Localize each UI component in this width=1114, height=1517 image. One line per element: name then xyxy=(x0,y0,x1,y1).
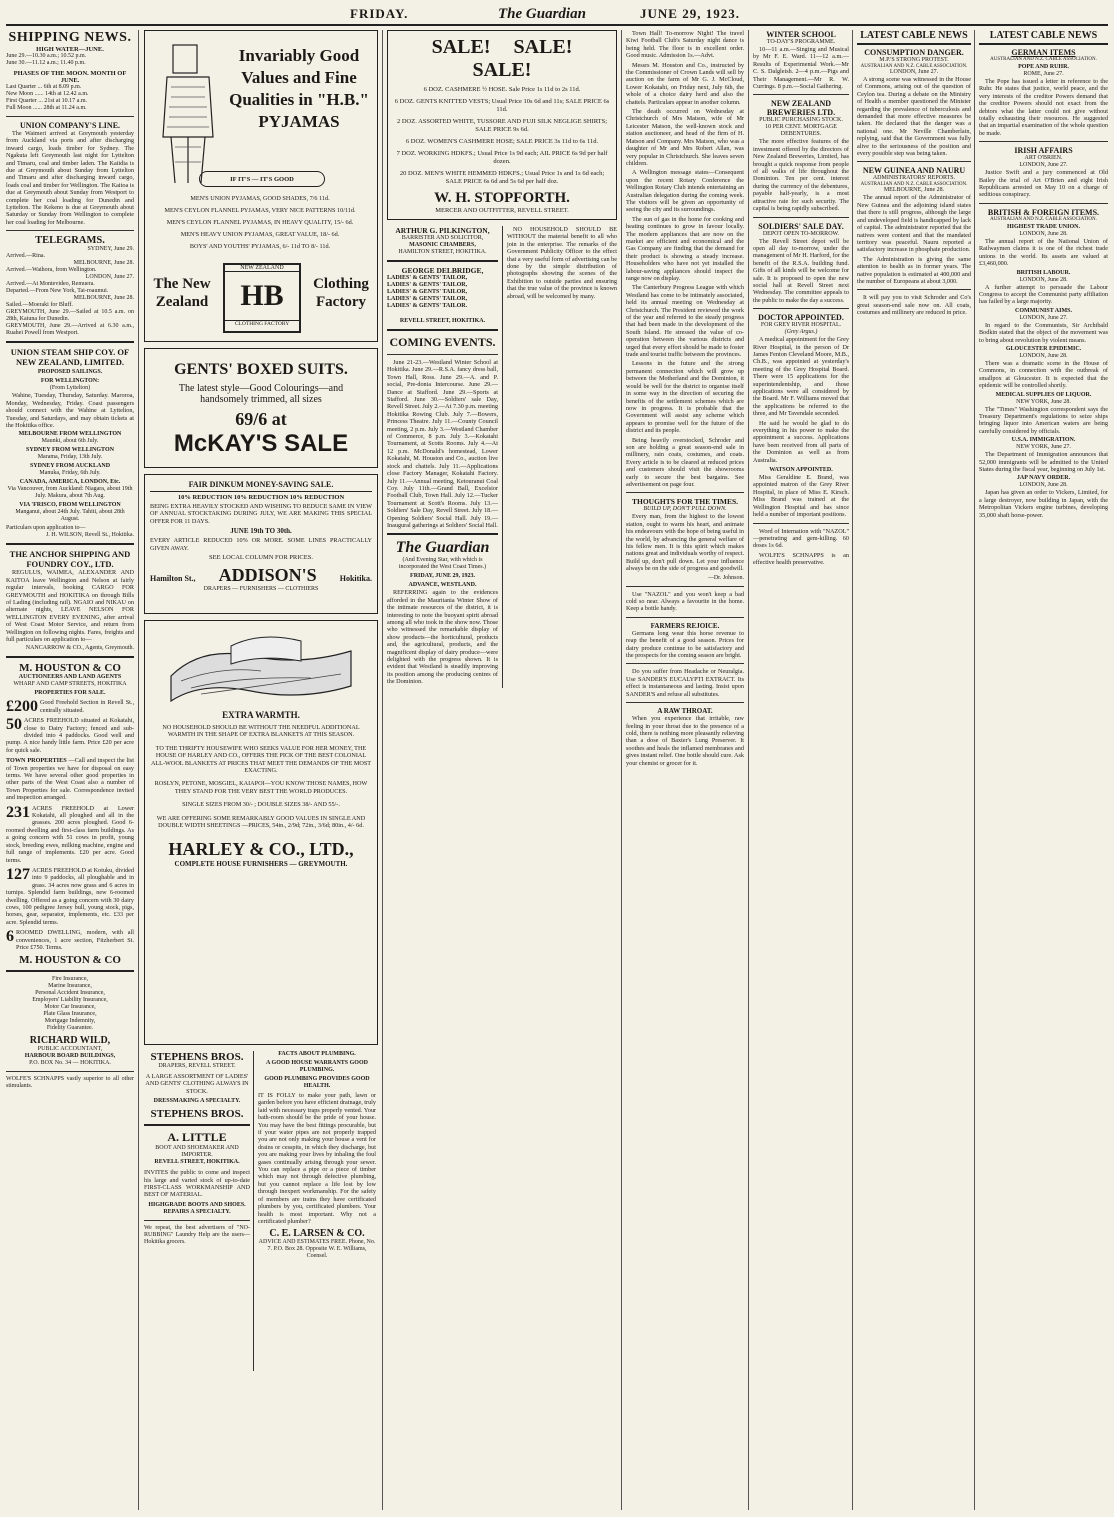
column-three xyxy=(387,30,617,1510)
masthead-day: FRIDAY. xyxy=(350,6,409,21)
new-guinea-text2: The Administration is giving the same attention to health as in former years. The native population is estimated at 400,000 and the number of Europeans at about 3,000. xyxy=(857,255,971,285)
telegram-line: LONDON, June 27. xyxy=(85,274,134,281)
warmth-text5: WE ARE OFFERING SOME REMARKABLY GOOD VALUES IN SINGLE AND DOUBLE WIDTH SHEETINGS —PRICES, 54in., 2/9d; 72in., 3/6d; 80in., 4/- 6d. xyxy=(156,814,366,830)
nz-breweries-sub1: PUBLIC PURCHASING STOCK. xyxy=(759,117,843,124)
usscc-title: UNION STEAM SHIP COY. OF NEW ZEALAND, LIMITED. xyxy=(10,347,130,368)
hb-product: BOYS' AND YOUTHS' PYJAMAS, 6/- 11d TO 8/- 11d. xyxy=(189,243,331,250)
little-sub: BOOT AND SHOEMAKER AND IMPORTER. xyxy=(155,1145,239,1159)
cable-news-title: LATEST CABLE NEWS xyxy=(857,30,971,45)
addison-text2: EVERY ARTICLE REDUCED 10% OR MORE. SOME LINES PRACTICALLY GIVEN AWAY. xyxy=(150,537,372,552)
german-items-title: GERMAN ITEMS xyxy=(1011,48,1076,57)
column-advertisements xyxy=(144,30,378,1510)
communist-place: LONDON, June 27. xyxy=(1019,314,1068,321)
houston-notice: Messrs M. Houston and Co., instructed by the Commissioner of Crown Lands will sell by auction on the farm of Mr G. J. McCloud, Lower Kokatahi, on Friday next, July 6th, the whole of a choice dairy herd and also the chattels. Particulars appear in another column. xyxy=(626,61,744,106)
column-seven xyxy=(979,30,1108,1510)
communist-text: In regard to the Communists, Sir Archibald Bodkin stated that the object of the movement was to bring about revolution by violent means. xyxy=(979,321,1108,344)
insurance-line: Personal Accident Insurance, xyxy=(35,990,105,997)
moon-phase: Full Moon ...... 28th at 11.24 a.m. xyxy=(6,105,87,111)
telegram-line: Departed.—From New York, Tai-roaumui. xyxy=(6,288,109,295)
anchor-title: THE ANCHOR SHIPPING AND FOUNDRY COY., LTD. xyxy=(9,549,131,570)
hb-logo-bottom: CLOTHING FACTORY xyxy=(225,320,299,327)
irish-text: Justice Swift and a jury commenced at Old Bailey the trial of Art O'Brien and eight Irish Republicans arrested on May 10 on a charge of seditious conspiracy. xyxy=(979,169,1108,199)
medical-place: NEW YORK, June 28. xyxy=(1016,398,1071,405)
doctor-text: A medical appointment for the Grey River Hospital, in the person of Dr James Fenton Cleveland Moore, M.B., Ch.B., was appointed at yesterday's meeting of the Grey Hospital Board. There were 15 applications for the superintendentship, and those applications were all considered by the Board. Mr F. Williams moved that the applications be referred to the three, and Mr Tavendale seconded. xyxy=(753,336,849,418)
little-address: REVELL STREET, HOKITIKA. xyxy=(154,1159,240,1166)
winter-school-text: 10—11 a.m.—Singing and Musical by Mr F. E. Ward. 11—12 a.m.—Results of Experimental Work.—Mr C. S. Dalgleish. 2—4 p.m.—Pigs and Their Management.—Mr R. W. Currings. 8 p.m.—Social Gathering. xyxy=(753,46,849,91)
stopforth-sub: MERCER AND OUTFITTER, REVELL STREET. xyxy=(435,207,569,214)
wellington-label: FOR WELLINGTON: xyxy=(40,378,100,385)
man-pyjamas-illustration xyxy=(153,37,223,187)
sydney-auckland-text: Manuka, Friday, 6th July. xyxy=(39,470,101,477)
property-price: 231 xyxy=(6,803,30,821)
insurance-line: Plate Glass Insurance, xyxy=(43,1011,97,1018)
hb-product: MEN'S CEYLON FLANNEL PYJAMAS, VERY NICE PATTERNS 10/11d. xyxy=(164,207,356,214)
delbridge-line: LADIES' & GENTS' TAILOR, xyxy=(387,282,468,288)
telegrams-list xyxy=(6,246,134,337)
stephens-dress: DRESSMAKING A SPECIALTY. xyxy=(153,1098,241,1105)
addison-title: FAIR DINKUM MONEY-SAVING SALE. xyxy=(150,480,372,492)
insurance-agent: RICHARD WILD, xyxy=(29,1035,111,1047)
wolfe-footer: WOLFE'S SCHNAPPS is an effective health preservative. xyxy=(753,551,849,567)
coming-events-text: June 21-23.—Westland Winter School at Hokitika. June 29.—R.S.A. fancy dress ball, Town Hall, Ross. June 29.—A. and P. social, Pre-donia Intercourse. June 29.—Dance at Stafford. June 29.—Sports at Stafford. June 30.—Soldiers' sale Day, Revell Street. July 2.—At 7.30 p.m. meeting Hokitika Rowing Club. July 7.—Bowers, Princess Theatre. July 11.—County Council meeting, 2 p.m. July 3.—Westland Chamber of Commerce, 8 p.m. July 3.—Kokatahi Tournament, at Scotts Rooms. July 4.—At 12 p.m. McDonald's homestead, Lower Kokatahi, M. Houston and Co., auction live stock and chattels. July 11.—Applications close Factory Manager, Kokatahi Factory. July 11.—Annual meeting, Ketouranui Coal Coy. July 11th.—Grand Ball, Excelsior Football Club, Town Hall. July 12.—Tucker Tournament at Scott's Rooms. July 13.—Soldiers' Sale Day, Revell Street. July 18.—Opening Soldiers' Social Hall. July 19.—Inaugural gatherings at Soldiers' Social Hall. xyxy=(387,359,498,529)
plumbing-name: C. E. LARSEN & CO. xyxy=(269,1228,365,1240)
telegram-line: Sailed.—Moeraki for Bluff. xyxy=(6,302,73,309)
houston-properties: PROPERTIES FOR SALE. xyxy=(34,690,106,697)
throat-title: A RAW THROAT. xyxy=(657,707,713,716)
hb-footer-right: Clothing Factory xyxy=(313,276,369,310)
telegram-line: MELBOURNE, June 28. xyxy=(73,260,134,267)
jap-navy-title: JAP NAVY ORDER. xyxy=(1016,475,1071,482)
death-notice: The death occurred on Wednesday at Christchurch of Mrs Matson, wife of Mr Leicester Matson, the well-known stock and station auctioneer, and head of the firm of H. Matson and Company. Mrs Matson, who was a daughter of Mr and Mrs Robert Allan, was very popular in Christchurch. She leaves seven children. xyxy=(626,108,744,167)
houston-footer: M. HOUSTON & CO xyxy=(19,954,121,967)
british-assoc: AUSTRALIAN AND N.Z. CABLE ASSOCIATION. xyxy=(990,216,1097,222)
anchor-agent: NANCARROW & CO., Agents, Greymouth. xyxy=(25,645,134,652)
moon-phase: New Moon ...... 14th at 12.42 a.m. xyxy=(6,91,89,97)
insurance-line: Employers' Liability Insurance, xyxy=(32,997,108,1004)
jap-navy-place: LONDON, June 28. xyxy=(1019,482,1068,489)
labour-title: BRITISH LABOUR. xyxy=(1016,269,1071,276)
nz-breweries-text: The more effective features of the investment offered by the directors of New Zealand Breweries, Limited, has brought a quick response from people of all walks of life throughout the Dominion. Ten per cent. interest during the currency of the debentures, payable half-yearly, is a most attractive rate for such security. The capital is being rapidly subscribed. xyxy=(753,138,849,213)
hb-pyjamas-ad xyxy=(144,30,378,342)
schroder-sale-notice: It will pay you to visit Schroder and Co's great season-end sale now on. All coats, costumes and millinery are reduced in price. xyxy=(857,294,971,317)
melbourne-label: MELBOURNE FROM WELLINGTON xyxy=(18,431,122,438)
labour-place: LONDON, June 28. xyxy=(1019,276,1068,283)
property-listing xyxy=(6,805,134,864)
progress-league-notice: The Canterbury Progress League with which Westland has come to be intimately associated, held its annual meeting on Wednesday at Christchurch. The President reviewed the work of the year and referred to the steady progress that had been made in the development of the South Island. He stressed the value of co-operation between the various districts and urged that every effort should be made to foster trade and tourist traffic between the provinces. xyxy=(626,284,744,359)
pope-place: ROME, June 27. xyxy=(1023,71,1064,77)
telegram-line: SYDNEY, June 29. xyxy=(87,246,134,253)
pilkington-name: ARTHUR G. PILKINGTON, xyxy=(395,226,490,235)
doctor-source: (Grey Argus.) xyxy=(784,329,818,336)
column-rule xyxy=(852,30,853,1510)
col3-continued-text: NO HOUSEHOLD SHOULD BE WITHOUT the material benefit to all who join in the enterprise. The remarks of the Government Publicity Officer to the effect that a very useful form of advertising can be done by the simple distribution of photographs showing the scenes of the Exhibition to outside parties and ensuring that the true value of the province is known abroad, will be welcomed by many. xyxy=(507,226,617,300)
addison-trade: DRAPERS — FURNISHERS — CLOTHIERS xyxy=(203,586,319,593)
stephens-text: A LARGE ASSORTMENT OF LADIES' AND GENTS' CLOTHING ALWAYS IN STOCK. xyxy=(145,1073,249,1095)
hb-logo-top: NEW ZEALAND xyxy=(225,265,299,272)
mckay-name: McKAY'S SALE xyxy=(173,430,349,457)
left-ads-stack xyxy=(144,1051,254,1371)
gloucester-title: GLOUCESTER EPIDEMIC. xyxy=(1005,345,1082,352)
consumption-sub: M.P.'S STRONG PROTEST. xyxy=(879,57,949,63)
harley-name: HARLEY & CO., LTD., xyxy=(168,839,354,860)
addison-footer xyxy=(150,565,372,586)
telegram-line: Arrived.—Rina. xyxy=(6,253,45,260)
property-listing xyxy=(6,757,134,801)
insurance-line: Fire Insurance, xyxy=(52,976,88,983)
doctor-sub: FOR GREY RIVER HOSPITAL. xyxy=(760,322,842,329)
throat-text: When you experience that irritable, raw feeling in your throat due to the presence of a cold, there is nothing more pleasantly relieving than a dose of Baxter's Lung Preserver. It soothes and heals the inflamed membranes and gives instant relief. One bottle should cure. Ask your chemist or grocer for it. xyxy=(626,715,744,767)
sale-items xyxy=(393,86,611,186)
property-text: Good Freehold Section in Revell St., centrally situated. xyxy=(40,699,134,714)
addison-dates: JUNE 19th TO 30th. xyxy=(230,527,292,536)
sydney-text: Marama, Friday, 13th July. xyxy=(37,454,103,461)
canada-label: CANADA, AMERICA, LONDON, Etc. xyxy=(19,479,121,486)
moon-phase: Last Quarter ... 6th at 8.09 p.m. xyxy=(6,84,82,90)
irish-sub: ART O'BRIEN. xyxy=(1024,155,1063,162)
col3-left xyxy=(387,226,503,688)
addison-see: SEE LOCAL COLUMN FOR PRICES. xyxy=(209,554,313,562)
harley-sub: COMPLETE HOUSE FURNISHERS — GREYMOUTH. xyxy=(174,860,348,869)
property-text: ACRES FREEHOLD at Lower Kokatahi, all ploughed and all in the grasses. 200 acres ploughed. Good 6-roomed dwelling and first-class farm buildings. As a going concern with 51 cows in profit, young stock, breeding ewes, milking machine, engine and full range of implements. £20 per acre. Good terms. xyxy=(6,804,134,864)
irish-title: IRISH AFFAIRS xyxy=(1014,146,1073,156)
column-four xyxy=(626,30,744,1510)
property-text: —Call and inspect the list of Town properties we have for disposal on easy terms. We have several other good properties in other parts of the West Coast also a number of Town Properties for sale. Correspondence invited and inspection arranged. xyxy=(6,757,134,802)
column-rule xyxy=(138,30,139,1510)
blankets-illustration xyxy=(161,626,361,706)
guardian-title: The Guardian xyxy=(395,539,490,557)
melbourne-text: Maunki, about 6th July. xyxy=(41,438,99,445)
new-guinea-place: MELBOURNE, June 28. xyxy=(883,187,945,194)
mckay-ad xyxy=(144,348,378,468)
union-line-text: The Waimeri arrived at Greymouth yesterday from Auckland via ports and after discharging inward cargo, loads timber for Sydney. The Ngakuta left Greymouth last night for Lyttelton and Timaru, coal and timber laden. The Kaiidia is due at Greymouth about Sunday from Lyttelton and Timaru and after discharging inward cargo, loads coal and timber for Wellington. The Kaitoa is due at Greymouth about Sunday from Westport to complete her coal loading for Dunedin and Lyttelton. The Kekeno is due at Greymouth about Saturday or Sunday from Wellington to complete her coal loading for Melbourne. xyxy=(6,130,134,226)
delbridge-address: REVELL STREET, HOKITIKA. xyxy=(399,318,486,324)
pope-title: POPE AND RUHR. xyxy=(1018,64,1069,70)
high-water-label: HIGH WATER—JUNE. xyxy=(36,46,104,53)
high-water-line: June 29.—10.30 a.m.; 10.52 p.m. xyxy=(6,53,87,59)
trade-union-place: LONDON, June 28. xyxy=(1019,230,1068,237)
property-price: £200 xyxy=(6,698,38,716)
telegram-line: GREYMOUTH, June 29.—Arrived at 6.30 a.m., Ruahei Powell from Westport. xyxy=(6,323,134,337)
insurance-list xyxy=(6,976,134,1032)
stephens-sub: DRAPERS, REVELL STREET. xyxy=(158,1063,236,1069)
winter-school-sub: TO-DAY'S PROGRAMME. xyxy=(766,39,836,45)
stopforth-ad xyxy=(387,30,617,220)
hb-product: MEN'S HEAVY UNION PYJAMAS, GREAT VALUE, 18/- 6d. xyxy=(180,231,340,238)
soldiers-sale-text: The Revell Street depot will be open all day to-morrow, under the management of Mr H. Harford, for the benefit of the R.S.A. building fund. Gifts of all kinds will be welcome for sale. It is proposed to open the new social hall at Revell Street next Wednesday. The committee appeals to the public to make the day a success. xyxy=(753,237,849,304)
plumbing-sub: A GOOD HOUSE WARRANTS GOOD PLUMBING. xyxy=(266,1060,368,1073)
insurance-agent-sub: PUBLIC ACCOUNTANT, xyxy=(37,1046,103,1053)
consumption-text: A strong scene was witnessed in the House of Commons, arising out of the question of Ceylon tea. During a debate on the Ministry of Health a member questioned the Minister regarding the prevalence of tuberculosis and demanded that more effective measures be taken. He declared that the danger was a national one. Mr Neville Chamberlain, replying, said that the Government was fully alive to the seriousness of the position and every possible step was being taken. xyxy=(857,76,971,158)
insurance-line: Mortgage Indemnity, xyxy=(44,1018,96,1025)
delbridge-line: LADIES' & GENTS' TAILOR. xyxy=(387,303,468,309)
wellington-sub: (From Lyttelton) xyxy=(49,385,91,392)
soldiers-sale-sub: DEPOT OPEN TO-MORROW. xyxy=(762,230,840,237)
soldiers-sale-title: SOLDIERS' SALE DAY. xyxy=(758,221,844,231)
canada-text: Via Vancouver, from Auckland: Niagara, about 19th July. Makura, about 7th Aug. xyxy=(7,486,133,500)
pilkington-sub: BARRISTER AND SOLICITOR, xyxy=(401,235,484,241)
telegram-line: MELBOURNE, June 28. xyxy=(73,295,134,302)
property-price: 50 xyxy=(6,716,22,734)
doctor-text2: He said he would be glad to do everything in his power to make the appointment a success. Applications have been received from all parts of the Dominion as well as from Australia. xyxy=(753,419,849,464)
hb-product-list xyxy=(151,195,369,255)
property-price: 127 xyxy=(6,865,30,883)
nz-breweries-sub2: 10 PER CENT. MORTGAGE DEBENTURES. xyxy=(765,124,837,138)
new-guinea-assoc: AUSTRALIAN AND N.Z. CABLE ASSOCIATION. xyxy=(860,182,968,188)
sale-item: 6 DOZ. CASHMERE ½ HOSE. Sale Price 1s 11d to 2s 11d. xyxy=(423,86,581,93)
mckay-title: GENTS' BOXED SUITS. xyxy=(174,361,348,378)
guardian-date: FRIDAY, JUNE 29, 1923. xyxy=(410,573,475,580)
hb-product: MEN'S CEYLON FLANNEL PYJAMAS, IN HEAVY QUALITY, 15/- 6d. xyxy=(166,219,354,226)
addison-footer-right: Hokitika. xyxy=(339,574,372,584)
col3-split xyxy=(387,226,617,688)
addison-reduction: 10% REDUCTION 10% REDUCTION 10% REDUCTION xyxy=(177,494,345,501)
hb-footer-left: The New Zealand xyxy=(153,276,211,310)
warmth-text3: ROSLYN, PETONE, MOSGIEL, KAIAPOI—YOU KNOW THOSE NAMES, HOW THEY STAND FOR THE VERY BEST THE WORLD PRODUCES. xyxy=(154,780,368,795)
sale-item: 6 DOZ. GENTS KNITTED VESTS; Usual Price 10s 6d and 11s; SALE PRICE 6s 11d. xyxy=(394,98,610,113)
town-hall-notice: Town Hall! To-morrow Night! The travel Kiwi Football Club's Saturday night dance is being held. The floor is in excellent order. Good music. Admission 1s.—Advt. xyxy=(626,30,744,60)
communist-title: COMMUNIST AIMS. xyxy=(1015,307,1072,314)
delbridge-line: LADIES' & GENTS' TAILOR, xyxy=(387,275,468,281)
plumbing-text: IT IS FOLLY to make your path, lawn or garden before you have efficient drainage, truly laid with necessary traps properly vented. Your bath-room should be the pride of your house. You may have the best fittings procurable, but if your water pipes are not properly trapped you are not only making your house a vent for drains or cesspits, in which they discharge, but you are making your lives by inhaling the foul gases continually arising through your sewer. You can replace a pipe or a piece of timber which may not through defective plumbing, but you cannot replace a life lost by low through inexpert workmanship. For the safety of members are trains they have certificated plumbers by you, certificated plumbers. Your health is most important. Why not a certificated plumber? xyxy=(258,1092,376,1225)
proposed-sailings: PROPOSED SAILINGS. xyxy=(37,369,103,376)
settlement-notice: Lessons in the future and the strong permanent connection which will grow up between the Motherland and the Dominion, it would be well for the district to organise itself in some way in the direction of securing the benefits of the settlement schemes which are now in progress. It is probable that the Government will assist any scheme which appears to promise well for the future of the district and its people. xyxy=(626,360,744,435)
property-text: ACRES FREEHOLD at Kotuku, divided into 9 paddocks, all ploughable and in grass. 34 acres now grass and 6 acres in turnips. Splendid farm buildings, new 6-roomed dwelling. Offered as a going concern with 30 dairy cows, 100 pedigree Jersey bull, young stock, pigs, horses, gear, separator, implements, etc. £33 per acre. Splendid terms. xyxy=(6,866,134,926)
german-assoc: AUSTRALIAN AND N.Z. CABLE ASSOCIATION. xyxy=(990,57,1097,62)
addison-ad xyxy=(144,474,378,614)
warmth-text4: SINGLE SIZES FROM 30/- ; DOUBLE SIZES 38/- AND 55/-. xyxy=(182,801,340,809)
guardian-sub: (And Evening Star, with which is incorporated the West Coast Times.) xyxy=(398,557,487,571)
column-five xyxy=(753,30,849,1510)
stephens-footer: STEPHENS BROS. xyxy=(150,1108,244,1121)
little-text: INVITES the public to come and inspect his large and varied stock of up-to-date FIRST-CLASS WORKMANSHIP AND BEST OF MATERIAL. xyxy=(144,1169,250,1199)
moon-phases-list xyxy=(6,84,134,112)
coming-events-title: COMING EVENTS. xyxy=(389,335,496,349)
shipping-agent: J. H. WILSON, Revell St., Hokitika. xyxy=(45,532,134,539)
warmth-text2: TO THE THRIFTY HOUSEWIFE WHO SEEKS VALUE FOR HER MONEY, THE HOUSE OF HARLEY AND CO., OFFERS THE PICK OF THE BEST COLONIAL ALL-WOOL BLANKETS AT PRICES THAT MEET THE DEMANDS OF THE MOST EXACTING. xyxy=(150,744,372,775)
col3-right xyxy=(507,226,617,688)
thoughts-text: Every man, from the highest to the lowest station, ought to warm his heart, and animate his endeavours with the hope of being useful in the world, by advancing the general welfare of his fellow men. It is this spirit which makes nations great and individuals worthy of respect. Build up, don't pull down. Let your influence always be on the side of progress and goodwill. xyxy=(626,513,744,573)
consumption-place: LONDON, June 27. xyxy=(889,69,939,75)
telegrams-title: TELEGRAMS. xyxy=(35,235,105,247)
property-text: ACRES FREEHOLD situated at Kokatahi, close to Dairy Factory; fenced and sub-divided into 4 paddocks. Good well and pump. A nice handy little farm. Price £20 per acre for quick sale. xyxy=(6,717,134,754)
plumbing-title: FACTS ABOUT PLUMBING. xyxy=(278,1051,356,1057)
property-listing xyxy=(6,867,134,926)
thoughts-author: —Dr. Johnson. xyxy=(707,574,744,581)
medical-title: MEDICAL SUPPLIES OF LIQUOR. xyxy=(995,391,1092,398)
usa-place: NEW YORK, June 27. xyxy=(1016,444,1071,451)
gloucester-text: There was a dramatic scene in the House of Commons, in connection with the outbreak of smallpox at Gloucester. It is expected that the epidemic will be controlled shortly. xyxy=(979,359,1108,390)
plumbing-ad xyxy=(258,1051,376,1371)
guardian-editorial: REFERRING again to the evidences afforded in the Mauritania Winter Show of the intimate resources of the district, it is interesting to note the buoyant spirit abroad among all who took in the show now. Those who witnessed the remarkable display of show products—the horticultural, products and, the agricultural, products, and the magnificent display of dairy produce—were delighted with the progress shown. It is evident that Westland is steadily improving its position among the producing centres of the Dominion. xyxy=(387,589,498,686)
union-line-title: UNION COMPANY'S LINE. xyxy=(19,121,121,130)
insurance-line: Motor Car Insurance, xyxy=(44,1004,96,1011)
delbridge-name: GEORGE DELBRIDGE, xyxy=(401,266,484,275)
guardian-head: ADVANCE, WESTLAND. xyxy=(408,582,477,589)
nazol-footer: Word of Internation with "NAZOL" —penetrating and gem-killing. 60 doses 1s 6d. xyxy=(753,527,849,550)
telegram-line: GREYMOUTH, June 29.—Sailed at 10.5 a.m. on 28th, Kaiuna for Dunedin. xyxy=(6,309,134,323)
doctor-title: DOCTOR APPOINTED. xyxy=(758,313,844,323)
particulars-label: Particulars upon application to— xyxy=(6,525,86,532)
mckay-sub: The latest style—Good Colourings—and handsomely trimmed, all sizes xyxy=(178,383,344,405)
usa-text: The Department of Immigration announces that 52,000 immigrants will be admitted to the United States during the fiscal year, beginning on July 1st. xyxy=(979,451,1108,473)
labour-text: A further attempt to persuade the Labour Congress to accept the Communist party affiliation has failed by a large majority. xyxy=(979,283,1108,306)
bottom-ads-row xyxy=(144,1051,378,1371)
wellington-notice: A Wellington message states—Consequent upon the recent Rotary Conference the Wellington Rotary Club intends entertaining an Australian delegation during the coming week. The visitors will be given an opportunity of seeing the city and its surroundings. xyxy=(626,169,744,214)
insurance-line: Marine Insurance, xyxy=(48,983,92,990)
delbridge-list xyxy=(387,275,498,310)
stephens-title: STEPHENS BROS. xyxy=(150,1051,244,1063)
property-title: TOWN PROPERTIES xyxy=(6,757,67,765)
mckay-price: 69/6 at xyxy=(235,409,287,429)
warmth-text1: NO HOUSEHOLD SHOULD BE WITHOUT THE NEEDFUL ADDITIONAL WARMTH IN THE SHAPE OF EXTRA BLANKETS AT THIS SEASON. xyxy=(162,724,360,739)
farmers-text: Germans long wear this horse revenue to reap the benefit of a good season. Prices for dairy produce continue to be satisfactory and the prospects for the coming season are bright. xyxy=(626,629,744,660)
plumbing-sub2: GOOD PLUMBING PROVIDES GOOD HEALTH. xyxy=(264,1076,370,1089)
delbridge-line: LADIES' & GENTS' TAILOR, xyxy=(387,296,468,302)
warmth-title: EXTRA WARMTH. xyxy=(222,710,300,720)
trade-union-text: The annual report of the National Union of Railwaymen claims it is one of the richest trade unions in the world. Its assets are valued at £3,460,000. xyxy=(979,237,1108,268)
hb-banner: IF IT'S — IT'S GOOD xyxy=(199,171,325,187)
column-rule xyxy=(621,30,622,1510)
insurance-line: Fidelity Guarantee. xyxy=(46,1025,94,1032)
harley-ad xyxy=(144,620,378,1045)
new-guinea-text: The annual report of the Administrator of New Guinea and the adjoining island states that there is still progress, although the large and undeveloped field is handicapped by lack of capital. The administrator reported that the natives were content and that the mandated territory was peaceful. Nauru reported a satisfactory increase in phosphate production. xyxy=(857,194,971,254)
irish-place: LONDON, June 27. xyxy=(1019,162,1068,169)
newspaper-page xyxy=(6,4,1108,1513)
wellington-text: Wahine, Tuesday, Thursday, Saturday. Maroroa, Monday, Wednesday, Friday. Coast passengers should connect with the Wahine at Lyttelton, Tuesday, and Saturdays, and may obtain tickets at the Hokitika office. xyxy=(6,392,134,429)
sale-item: 6 DOZ. WOMEN'S CASHMERE HOSE; SALE PRICE 3s 11d to 6s 11d. xyxy=(405,138,599,145)
cable-news-title-2: LATEST CABLE NEWS xyxy=(979,30,1108,45)
sydney-label: SYDNEY FROM WELLINGTON xyxy=(26,447,114,454)
property-text: ROOMED DWELLING, modern, with all conveniences, 1 acre section, Fitzherbert St. Price £750. Terms. xyxy=(16,929,134,951)
nobby-advert: We repeat, the best advertisers of "NO-RUBBING" Laundry Help are the users—Hokitika grocers. xyxy=(144,1224,250,1245)
schroder-notice: Being heavily overstocked, Schroder and son are holding a great season-end sale in millinery, rain coats, costumes, and coats. Every article is to be cleared at reduced prices and customers should visit the showrooms early to secure the best bargains. See advertisement on page four. xyxy=(626,436,744,488)
property-listing xyxy=(6,929,134,951)
property-listing xyxy=(6,717,134,754)
trade-union-title: HIGHEST TRADE UNION. xyxy=(1007,223,1080,230)
insurance-box: P.O. BOX No. 34 — HOKITIKA. xyxy=(29,1060,111,1067)
wolfe-advert: WOLFE'S SCHNAPPS vastly superior to all other stimulants. xyxy=(6,1076,134,1090)
pilkington-address: MASONIC CHAMBERS, xyxy=(409,242,476,248)
anchor-text: REGULUS, WAIMEA, ALEXANDER AND KAITOA leave Wellington and Nelson at fairly regular intervals, booking CARGO FOR GREYMOUTH and HOKITIKA on through Bills of Lading (including rail). NGAIO and NIKAU on alternate nights, LEAVE NELSON FOR WELLINGTON EVERY EVENING, after arrival of West Coast Motor Service, and return from Wellington on following nights. Fares, freights and full particulars on application to— xyxy=(6,569,134,643)
british-foreign-title: BRITISH & FOREIGN ITEMS. xyxy=(987,207,1100,217)
column-shipping xyxy=(6,30,134,1510)
moon-phases-label: PHASES OF THE MOON. MONTH OF JUNE. xyxy=(13,70,127,84)
pilkington-street: HAMILTON STREET, HOKITIKA. xyxy=(398,249,487,255)
new-guinea-sub: ADMINISTRATORS' REPORTS. xyxy=(872,175,956,182)
jap-navy-text: Japan has given an order to Vickers, Limited, for a large destroyer, now building in Japan, with the Metropolitan Vickers engine turbines, developing 35,000 shaft horse-power. xyxy=(979,489,1108,519)
consumption-assoc: AUSTRALIAN AND N.Z. CABLE ASSOCIATION. xyxy=(860,64,968,69)
masthead-date: JUNE 29, 1923. xyxy=(640,6,740,21)
telegram-line: Arrived.—Waihora, from Wellington. xyxy=(6,267,97,274)
hb-logo-mark: HB xyxy=(240,279,284,312)
usa-title: U.S.A. IMMIGRATION. xyxy=(1011,437,1076,444)
new-guinea-title: NEW GUINEA AND NAURU xyxy=(862,166,966,176)
little-title: A. LITTLE xyxy=(167,1130,227,1145)
medical-text: The "Times" Washington correspondent says the Treasury Department's regulations to seize ships bringing liquor into American waters are being carefully considered by officials. xyxy=(979,405,1108,435)
sale-title: SALE! SALE! SALE! xyxy=(431,36,573,81)
addison-text: BEING EXTRA HEAVILY STOCKED AND WISHING TO REDUCE SAME IN VIEW OF ANNUAL STOCKTAKING DURING JULY, WE ARE MAKING THIS SPECIAL OFFER FOR 11 DAYS. xyxy=(150,503,372,525)
insurance-address: HARBOUR BOARD BUILDINGS, xyxy=(24,1053,116,1060)
pope-text: The Pope has issued a letter in reference to the Ruhr. He states that justice, world peace, and the very interests of the creditor Powers demand that the creditor Powers should not exact from the debtors what the latter could not give without totally exhausting their resources. He suggested that an impartial examination of the whole question be made. xyxy=(979,78,1108,137)
masthead xyxy=(6,4,1108,26)
winter-school-title: WINTER SCHOOL xyxy=(766,30,836,39)
watson-text: Miss Geraldine E. Brand, was appointed matron of the Grey River Hospital, in place of Miss E. Kirsch. Miss Brand was trained at the Wellington Hospital and has since held a number of important positions. xyxy=(753,474,849,519)
masthead-title: The Guardian xyxy=(498,5,586,22)
farmers-title: FARMERS REJOICE. xyxy=(650,621,720,630)
sale-item: 2 DOZ. ASSORTED WHITE, TUSSORE AND FUJI SILK NEGLIGE SHIRTS; SALE PRICE 9s 6d. xyxy=(396,118,608,133)
thoughts-title: THOUGHTS FOR THE TIMES. xyxy=(632,497,738,507)
sale-item: 7 DOZ. WORKING HDKFS.; Usual Price 1s 9d each; AIL PRICE 6s 9d per half dozen. xyxy=(396,150,608,165)
high-water-list xyxy=(6,53,134,67)
little-footer: HIGHGRADE BOOTS AND SHOES. REPAIRS A SPECIALTY. xyxy=(148,1201,246,1215)
addison-name: ADDISON'S xyxy=(218,565,317,586)
nz-breweries-title: NEW ZEALAND BREWERIES LTD. xyxy=(766,99,836,118)
sydney-auckland-label: SYDNEY FROM AUCKLAND xyxy=(29,463,111,470)
watson-title: WATSON APPOINTED. xyxy=(769,467,833,474)
gloucester-place: LONDON, June 28. xyxy=(1019,352,1068,359)
gas-notice: The sun of gas in the home for cooking and heating continues to grow in favour locally. The modern appliances that are now on the market are efficient and economical and the Gas Company are finding that the demand for their product is showing a steady increase. Householders who have not yet installed the labour-saving appliances should inspect the range now on display. xyxy=(626,215,744,282)
delbridge-line: LADIES' & GENTS' TAILOR, xyxy=(387,289,468,295)
column-rule xyxy=(974,30,975,1510)
hb-headline: Invariably Good Values and Fine Qualities in "H.B." PYJAMAS xyxy=(229,46,369,131)
headache-notice: Do you suffer from Headache or Neuralgia. Use SANDER'S EUCALYPTI EXTRACT. Its effect is instantaneous and lasting. Insist upon SANDER'S and refuse all substitutes. xyxy=(626,668,744,698)
hb-logo xyxy=(223,263,301,333)
houston-title: M. HOUSTON & CO xyxy=(19,662,121,675)
consumption-title: CONSUMPTION DANGER. xyxy=(864,48,964,57)
property-listing xyxy=(6,699,134,714)
houston-address: WHARF AND CAMP STREETS, HOKITIKA xyxy=(13,681,127,688)
thoughts-sub: BUILD UP, DON'T PULL DOWN. xyxy=(643,506,727,513)
frisco-label: VIA 'FRISCO, FROM WELLINGTON xyxy=(19,502,121,509)
column-rule xyxy=(382,30,383,1510)
addison-footer-left: Hamilton St., xyxy=(150,574,196,584)
hb-product: MEN'S UNION PYJAMAS, GOOD SHADES, 7/6 11d. xyxy=(190,195,330,202)
high-water-line: June 30.—11.12 a.m.; 11.40 p.m. xyxy=(6,60,86,66)
moon-phase: First Quarter ... 21st at 10.17 a.m. xyxy=(6,98,87,104)
plumbing-footer: ADVICE AND ESTIMATES FREE. Phone, No. 7. P.O. Box 28. Opposite W. E. Williams, Coensel. xyxy=(258,1239,376,1260)
houston-sub: AUCTIONEERS AND LAND AGENTS xyxy=(18,674,122,681)
telegram-line: Arrived.—At Montevideo, Remuera. xyxy=(6,281,95,288)
column-six xyxy=(857,30,971,1510)
stopforth-name: W. H. STOPFORTH. xyxy=(434,190,570,206)
sale-item: 20 DOZ. MEN'S WHITE HEMMED HDKFS.; Usual Price 1s and 1s 6d each; SALE PRICE 6s 6d and 5s 6d per half doz. xyxy=(399,170,605,185)
shipping-news-title: SHIPPING NEWS. xyxy=(8,30,132,45)
frisco-text: Manganui, about 24th July. Tahiti, about 28th August. xyxy=(15,509,125,523)
column-rule xyxy=(748,30,749,1510)
property-price: 6 xyxy=(6,928,14,946)
nazol-notice: Use "NAZOL" and you won't keep a bad cold so near. Always a favourite in the home. Keep a bottle handy. xyxy=(626,590,744,613)
